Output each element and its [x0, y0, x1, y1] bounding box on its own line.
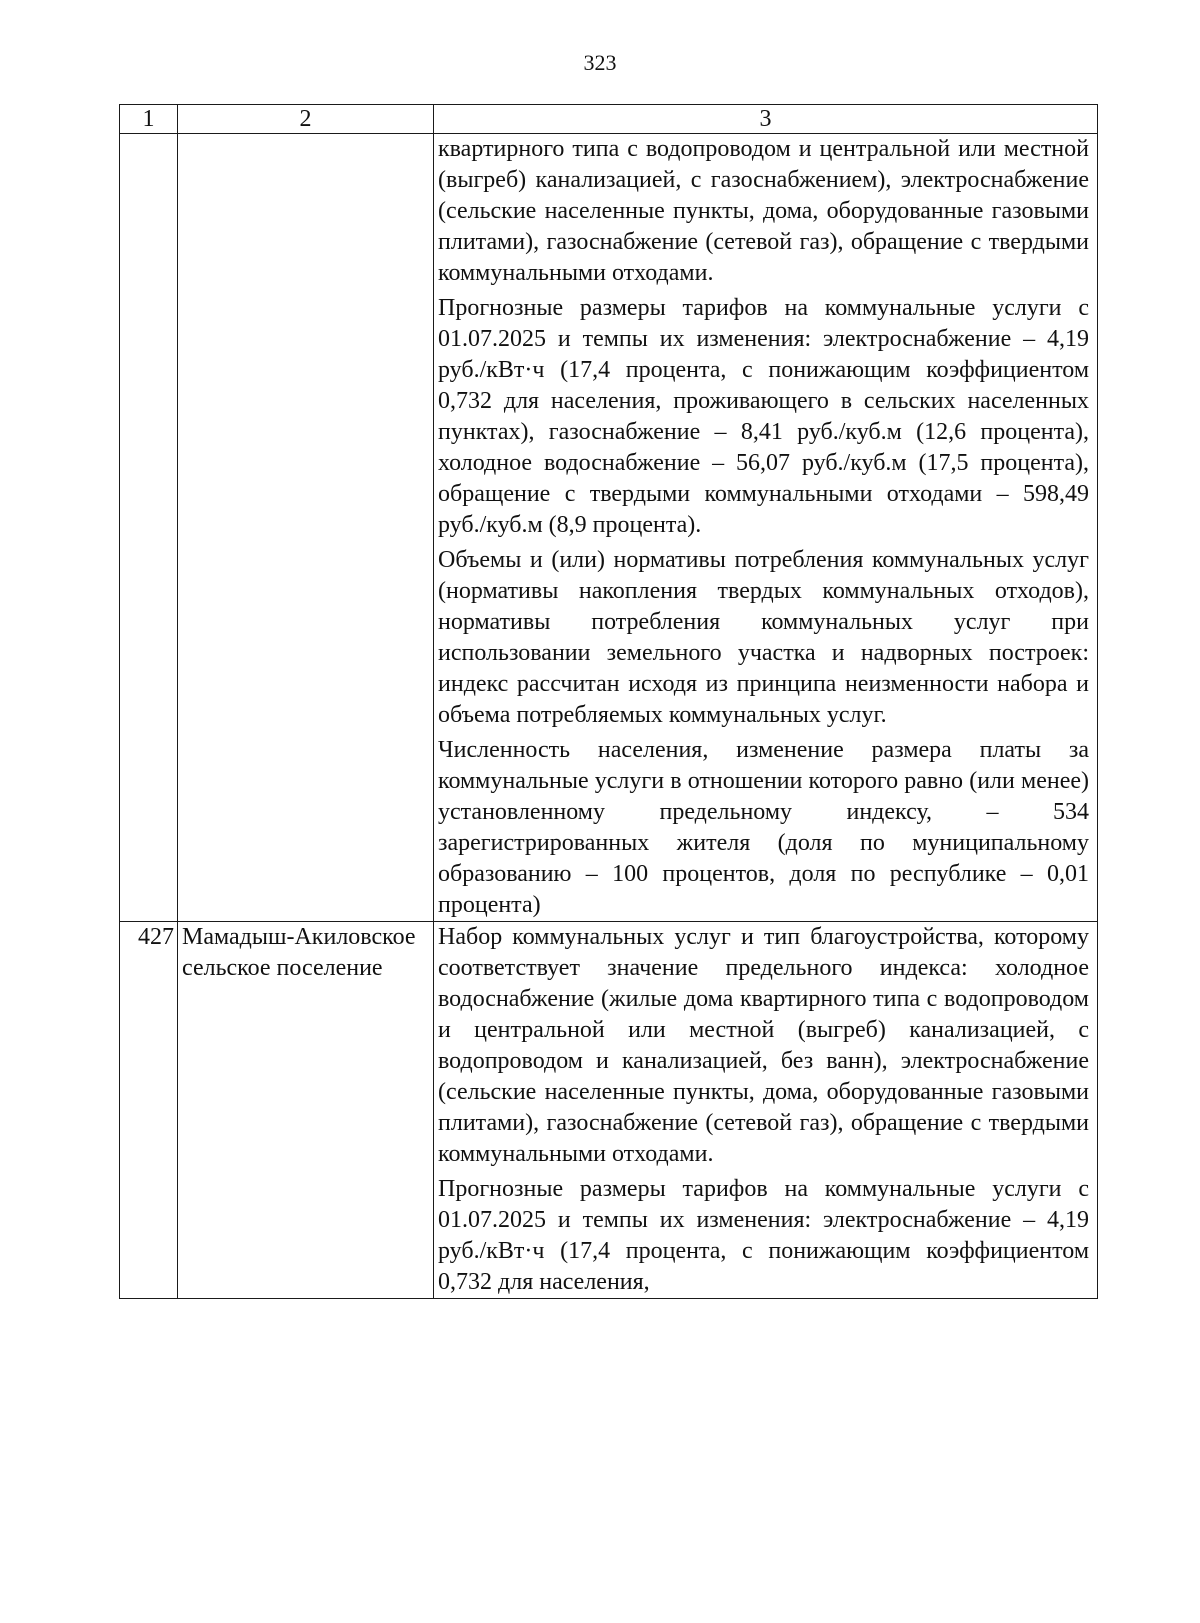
paragraph: Набор коммунальных услуг и тип благоустройства, которому соответствует значение предельного индекса: холодное водоснабжение (жилые дома квартирного типа с водопроводом и центральной или местной (выгреб) канализацией, с водопроводом и канализацией, без ванн), электроснабжение (сельские населенные пункты, дома, оборудованные газовыми плитами), газоснабжение (сетевой газ), обращение с твердыми коммунальными отходами. [438, 924, 1089, 1167]
page-number: 323 [583, 50, 617, 75]
row-description [434, 134, 1098, 922]
table-row [120, 134, 1098, 922]
municipality-name: Мамадыш-Акиловское сельское поселение [178, 922, 434, 1299]
column-header-1: 1 [120, 105, 178, 134]
table-header-row [120, 105, 1098, 134]
column-header-2: 2 [178, 105, 434, 134]
paragraph: Объемы и (или) нормативы потребления коммунальных услуг (нормативы накопления твердых коммунальных отходов), нормативы потребления коммунальных услуг при использовании земельного участка и надворных построек: индекс рассчитан исходя из принципа неизменности набора и объема потребляемых коммунальных услуг. [438, 547, 1089, 728]
paragraph: Численность населения, изменение размера платы за коммунальные услуги в отношении которого равно (или менее) установленному предельному индексу, – 534 зарегистрированных жителя (доля по муниципальному образованию – 100 процентов, доля по республике – 0,01 процента) [438, 737, 1089, 918]
table-row [120, 922, 1098, 1299]
row-description [434, 922, 1098, 1299]
document-table [119, 104, 1098, 1299]
row-number [120, 134, 178, 922]
municipality-name [178, 134, 434, 922]
column-header-3: 3 [434, 105, 1098, 134]
paragraph: Прогнозные размеры тарифов на коммунальные услуги с 01.07.2025 и темпы их изменения: электроснабжение – 4,19 руб./кВт·ч (17,4 процента, с понижающим коэффициентом 0,732 для населения, проживающего в сельских населенных пунктах), газоснабжение – 8,41 руб./куб.м (12,6 процента), холодное водоснабжение – 56,07 руб./куб.м (17,5 процента), обращение с твердыми коммунальными отходами – 598,49 руб./куб.м (8,9 процента). [438, 295, 1089, 538]
paragraph: Прогнозные размеры тарифов на коммунальные услуги с 01.07.2025 и темпы их изменения: электроснабжение – 4,19 руб./кВт·ч (17,4 процента, с понижающим коэффициентом 0,732 для населения, [438, 1176, 1089, 1295]
paragraph: квартирного типа с водопроводом и центральной или местной (выгреб) канализацией, с газоснабжением), электроснабжение (сельские населенные пункты, дома, оборудованные газовыми плитами), газоснабжение (сетевой газ), обращение с твердыми коммунальными отходами. [438, 136, 1089, 286]
row-number: 427 [120, 922, 178, 1299]
